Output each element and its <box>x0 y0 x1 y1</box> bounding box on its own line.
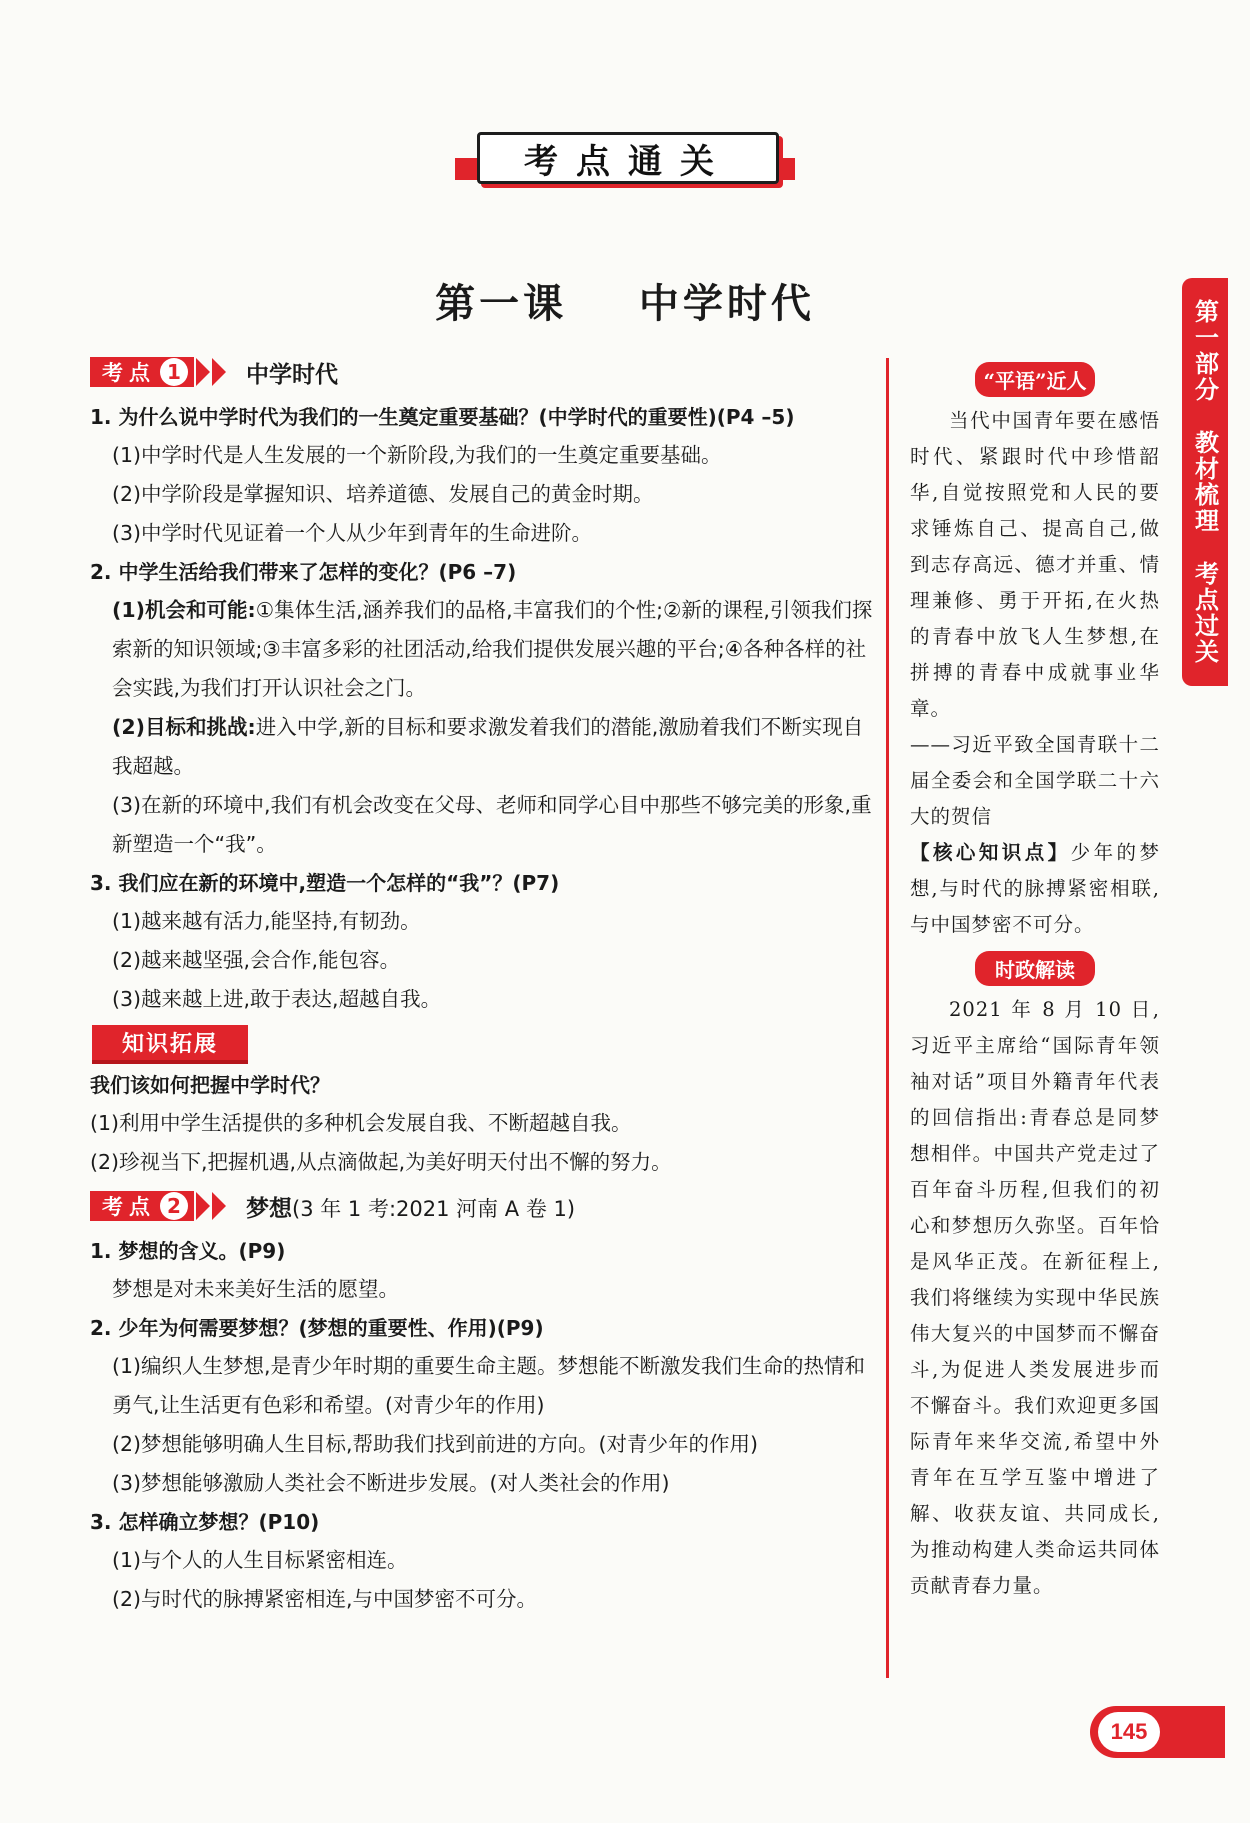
kp1-q2-answer-2-text: 进入中学,新的目标和要求激发着我们的潜能,激励着我们不断实现自我超越。 <box>112 715 864 778</box>
side-tag-news: 时政解读 <box>975 951 1095 986</box>
kp1-question-2: 2. 中学生活给我们带来了怎样的变化？(P6 –7) <box>90 560 517 584</box>
kp2-question-1: 1. 梦想的含义。(P9) <box>90 1239 286 1263</box>
double-arrow-icon <box>196 1192 228 1220</box>
kp1-header <box>90 354 880 390</box>
kp2-q2-answer-2: (2)梦想能够明确人生目标,帮助我们找到前进的方向。(对青少年的作用) <box>112 1432 759 1456</box>
section-banner <box>455 130 795 192</box>
kp1-q3-answer-3: (3)越来越上进,敢于表达,超越自我。 <box>112 987 442 1011</box>
side-quote: 当代中国青年要在感悟时代、紧跟时代中珍惜韶华,自觉按照党和人民的要求锤炼自己、提高自己,做到志存高远、德才并重、情理兼修、勇于开拓,在火热的青春中放飞人生梦想,在拼搏的青春中成就事业华章。 <box>910 409 1160 720</box>
kp1-q3-answer-2: (2)越来越坚强,会合作,能包容。 <box>112 948 401 972</box>
kp1-q3-answer-1: (1)越来越有活力,能坚持,有韧劲。 <box>112 909 421 933</box>
lesson-title: 第一课 中学时代 <box>435 280 815 327</box>
kp2-q3-answer-1: (1)与个人的人生目标紧密相连。 <box>112 1548 408 1572</box>
kp1-title: 中学时代 <box>246 361 338 388</box>
kp2-tag-label: 考点 <box>102 1195 156 1219</box>
kp2-q2-answer-3: (3)梦想能够激励人类社会不断进步发展。(对人类社会的作用) <box>112 1471 670 1495</box>
kp2-question-3: 3. 怎样确立梦想？(P10) <box>90 1510 320 1534</box>
kp1-tag-label: 考点 <box>102 361 156 385</box>
side-column <box>910 362 1160 1604</box>
double-arrow-icon <box>196 358 228 386</box>
kp1-q2-answer-1-text: ①集体生活,涵养我们的品格,丰富我们的个性;②新的课程,引领我们探索新的知识领域;③丰富多彩的社团活动,给我们提供发展兴趣的平台;④各种各样的社会实践,为我们打开认识社会之门。 <box>112 598 873 700</box>
side-core-point <box>910 835 1160 943</box>
side-news: 2021 年 8 月 10 日,习近平主席给“国际青年领袖对话”项目外籍青年代表的回信指出:青春总是同梦想相伴。中国共产党走过了百年奋斗历程,但我们的初心和梦想历久弥坚。百年恰是风华正茂。在新征程上,我们将继续为实现中华民族伟大复兴的中国梦而不懈奋斗,为促进人类发展进步而不懈奋斗。我们欢迎更多国际青年来华交流,希望中外青年在互学互鉴中增进了解、收获友谊、共同成长,为推动构建人类命运共同体贡献青春力量。 <box>910 998 1160 1597</box>
kp2-title-sub: (3 年 1 考:2021 河南 A 卷 1) <box>292 1196 576 1221</box>
side-tag-quote: “平语”近人 <box>975 362 1095 397</box>
kp2-q3-answer-2: (2)与时代的脉搏紧密相连,与中国梦密不可分。 <box>112 1587 538 1611</box>
kp1-q2-answer-1 <box>90 591 880 708</box>
kp1-question-3: 3. 我们应在新的环境中,塑造一个怎样的“我”？(P7) <box>90 871 560 895</box>
kp1-q1-answer-3: (3)中学时代见证着一个人从少年到青年的生命进阶。 <box>112 521 593 545</box>
kp2-q1-answer: 梦想是对未来美好生活的愿望。 <box>112 1277 399 1301</box>
kp2-tag <box>90 1191 194 1221</box>
page-number-tab <box>1090 1706 1225 1758</box>
kp2-title <box>246 1190 575 1223</box>
knowledge-extension-header: 知识拓展 <box>92 1025 248 1060</box>
right-tab-part: 第一部分 <box>1190 299 1219 404</box>
page-number: 145 <box>1098 1712 1160 1752</box>
extension-answer-2: (2)珍视当下,把握机遇,从点滴做起,为美好明天付出不懈的努力。 <box>90 1150 672 1174</box>
kp1-q1-answer-2: (2)中学阶段是掌握知识、培养道德、发展自己的黄金时期。 <box>112 482 654 506</box>
kp2-q2-answer-1: (1)编织人生梦想,是青少年时期的重要生命主题。梦想能不断激发我们生命的热情和勇气,让生活更有色彩和希望。(对青少年的作用) <box>112 1354 866 1417</box>
kp1-q2-answer-2-label: (2)目标和挑战: <box>112 715 256 739</box>
column-divider <box>886 358 889 1678</box>
right-tab-section1: 教材梳理 <box>1190 429 1219 534</box>
extension-answer-1: (1)利用中学生活提供的多种机会发展自我、不断超越自我。 <box>90 1111 632 1135</box>
side-core-label: 【核心知识点】 <box>910 841 1071 864</box>
kp1-q2-answer-1-label: (1)机会和可能: <box>112 598 256 622</box>
kp1-tag <box>90 357 194 387</box>
kp1-q2-answer-2 <box>90 708 880 786</box>
kp1-number: 1 <box>160 358 188 386</box>
kp1-question-1: 1. 为什么说中学时代为我们的一生奠定重要基础？(中学时代的重要性)(P4 –5) <box>90 405 795 429</box>
side-core-text: 少年的梦想,与时代的脉搏紧密相联,与中国梦密不可分。 <box>910 841 1160 936</box>
extension-question: 我们该如何把握中学时代？ <box>90 1073 330 1097</box>
main-column <box>90 354 880 1619</box>
right-tab-section2: 考点过关 <box>1190 560 1219 665</box>
right-section-tab <box>1182 278 1228 686</box>
kp1-q1-answer-1: (1)中学时代是人生发展的一个新阶段,为我们的一生奠定重要基础。 <box>112 443 722 467</box>
side-quote-source: ——习近平致全国青联十二届全委会和全国学联二十六大的贺信 <box>910 733 1160 828</box>
kp2-number: 2 <box>160 1192 188 1220</box>
kp2-header <box>90 1188 880 1224</box>
banner-title: 考点通关 <box>477 132 779 184</box>
kp2-title-main: 梦想 <box>246 1195 292 1222</box>
kp2-question-2: 2. 少年为何需要梦想？(梦想的重要性、作用)(P9) <box>90 1316 544 1340</box>
kp1-q2-answer-3: (3)在新的环境中,我们有机会改变在父母、老师和同学心目中那些不够完美的形象,重新塑造一个“我”。 <box>112 793 872 856</box>
